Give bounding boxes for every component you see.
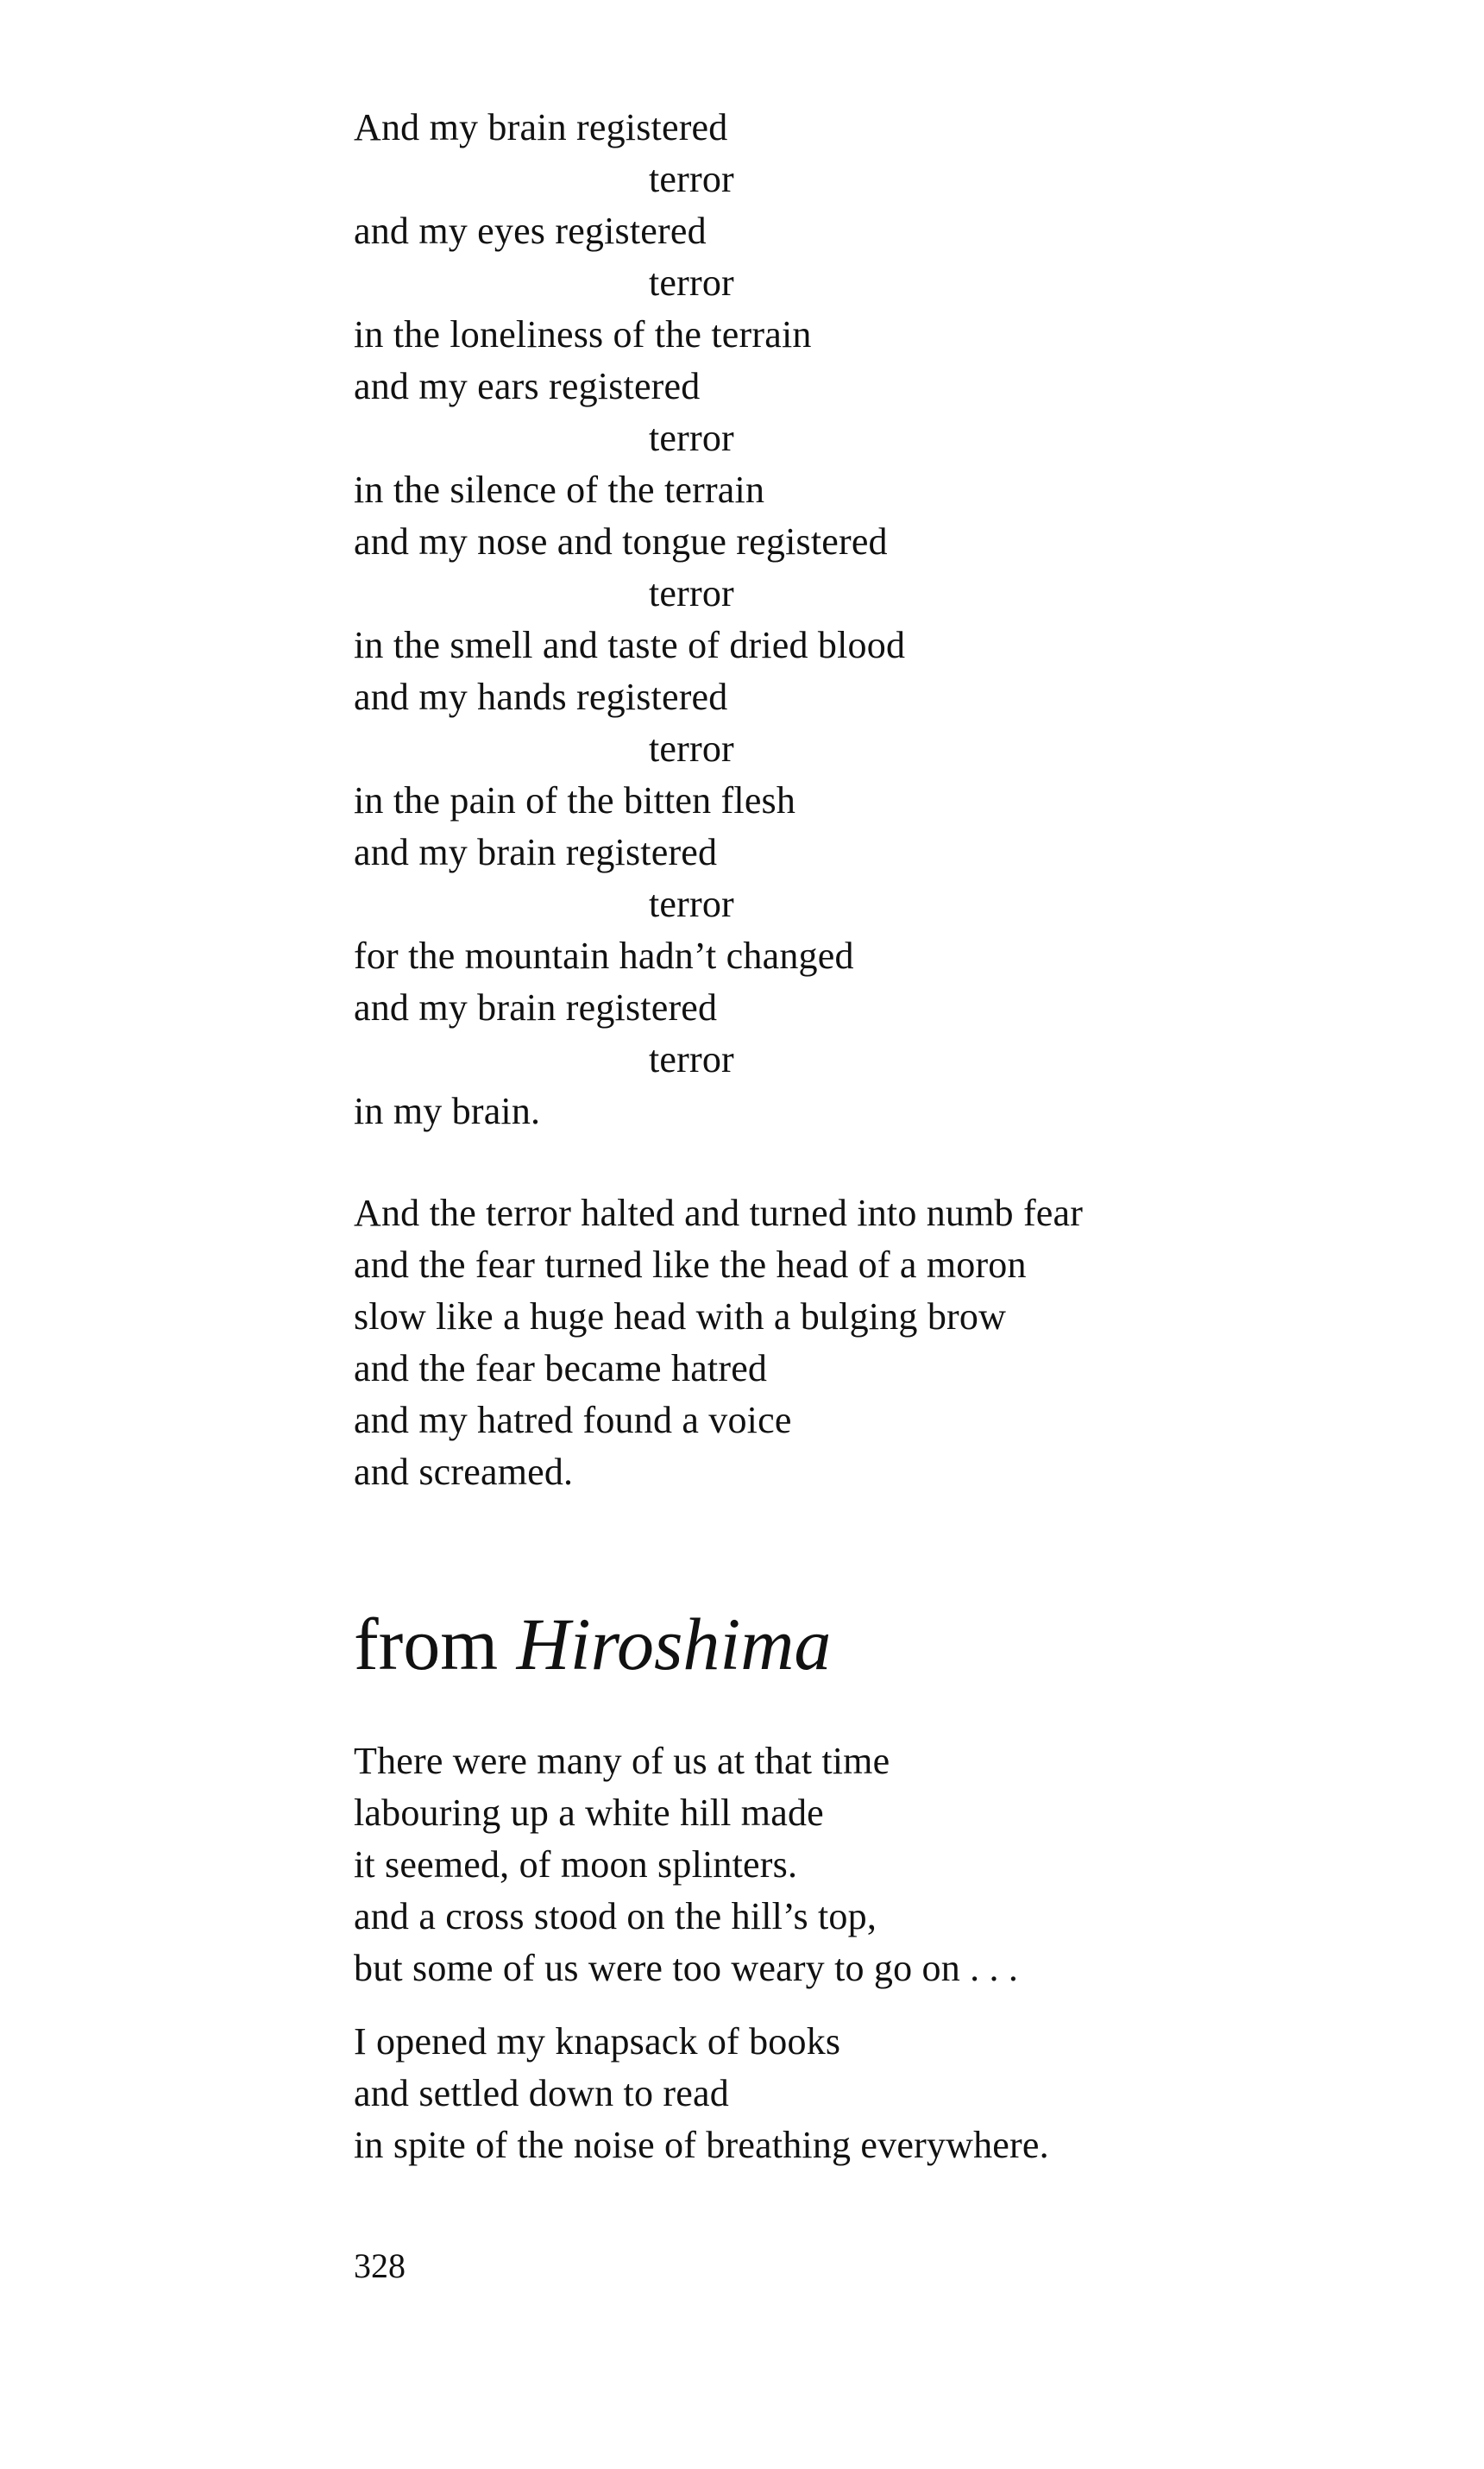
poem-line: terror: [649, 417, 734, 459]
poem-line: in the pain of the bitten flesh: [354, 779, 796, 822]
poem-line: I opened my knapsack of books: [354, 2020, 841, 2063]
poem-line: in the smell and taste of dried blood: [354, 624, 906, 666]
heading-prefix: from: [354, 1603, 517, 1685]
poem-line: There were many of us at that time: [354, 1740, 890, 1782]
section-heading: [354, 1597, 831, 1691]
poem-line: And my brain registered: [354, 106, 728, 148]
poem-line: terror: [649, 1038, 734, 1080]
poem-line: in spite of the noise of breathing everywhere.: [354, 2124, 1049, 2166]
poem-line: in the loneliness of the terrain: [354, 313, 812, 356]
poem-line: And the terror halted and turned into numb fear: [354, 1192, 1084, 1234]
poem-line: and the fear turned like the head of a moron: [354, 1244, 1027, 1286]
poem-line: and screamed.: [354, 1451, 574, 1493]
poem-line: terror: [649, 158, 734, 200]
poem-line: terror: [649, 261, 734, 304]
poem-line: and a cross stood on the hill’s top,: [354, 1895, 877, 1937]
page-number: 328: [354, 2246, 406, 2285]
poem-line: and the fear became hatred: [354, 1347, 768, 1389]
poem-line: and my eyes registered: [354, 210, 707, 252]
poem-line: but some of us were too weary to go on . . .: [354, 1947, 1019, 1989]
poem-line: and settled down to read: [354, 2072, 729, 2114]
heading-title: Hiroshima: [516, 1603, 832, 1685]
poem-line: and my hands registered: [354, 676, 728, 718]
poem-line: it seemed, of moon splinters.: [354, 1843, 798, 1886]
poem-line: terror: [649, 572, 734, 614]
poem-line: and my brain registered: [354, 831, 718, 873]
poem-line: and my brain registered: [354, 986, 718, 1029]
poem-line: and my hatred found a voice: [354, 1399, 792, 1441]
poem-line: terror: [649, 727, 734, 770]
poem-line: terror: [649, 883, 734, 925]
poem-line: for the mountain hadn’t changed: [354, 935, 854, 977]
poem-line: and my nose and tongue registered: [354, 520, 888, 563]
poem-line: slow like a huge head with a bulging brow: [354, 1295, 1007, 1338]
poem-line: in my brain.: [354, 1090, 541, 1132]
poem-line: labouring up a white hill made: [354, 1792, 824, 1834]
poem-line: in the silence of the terrain: [354, 469, 765, 511]
poem-line: and my ears registered: [354, 365, 701, 407]
